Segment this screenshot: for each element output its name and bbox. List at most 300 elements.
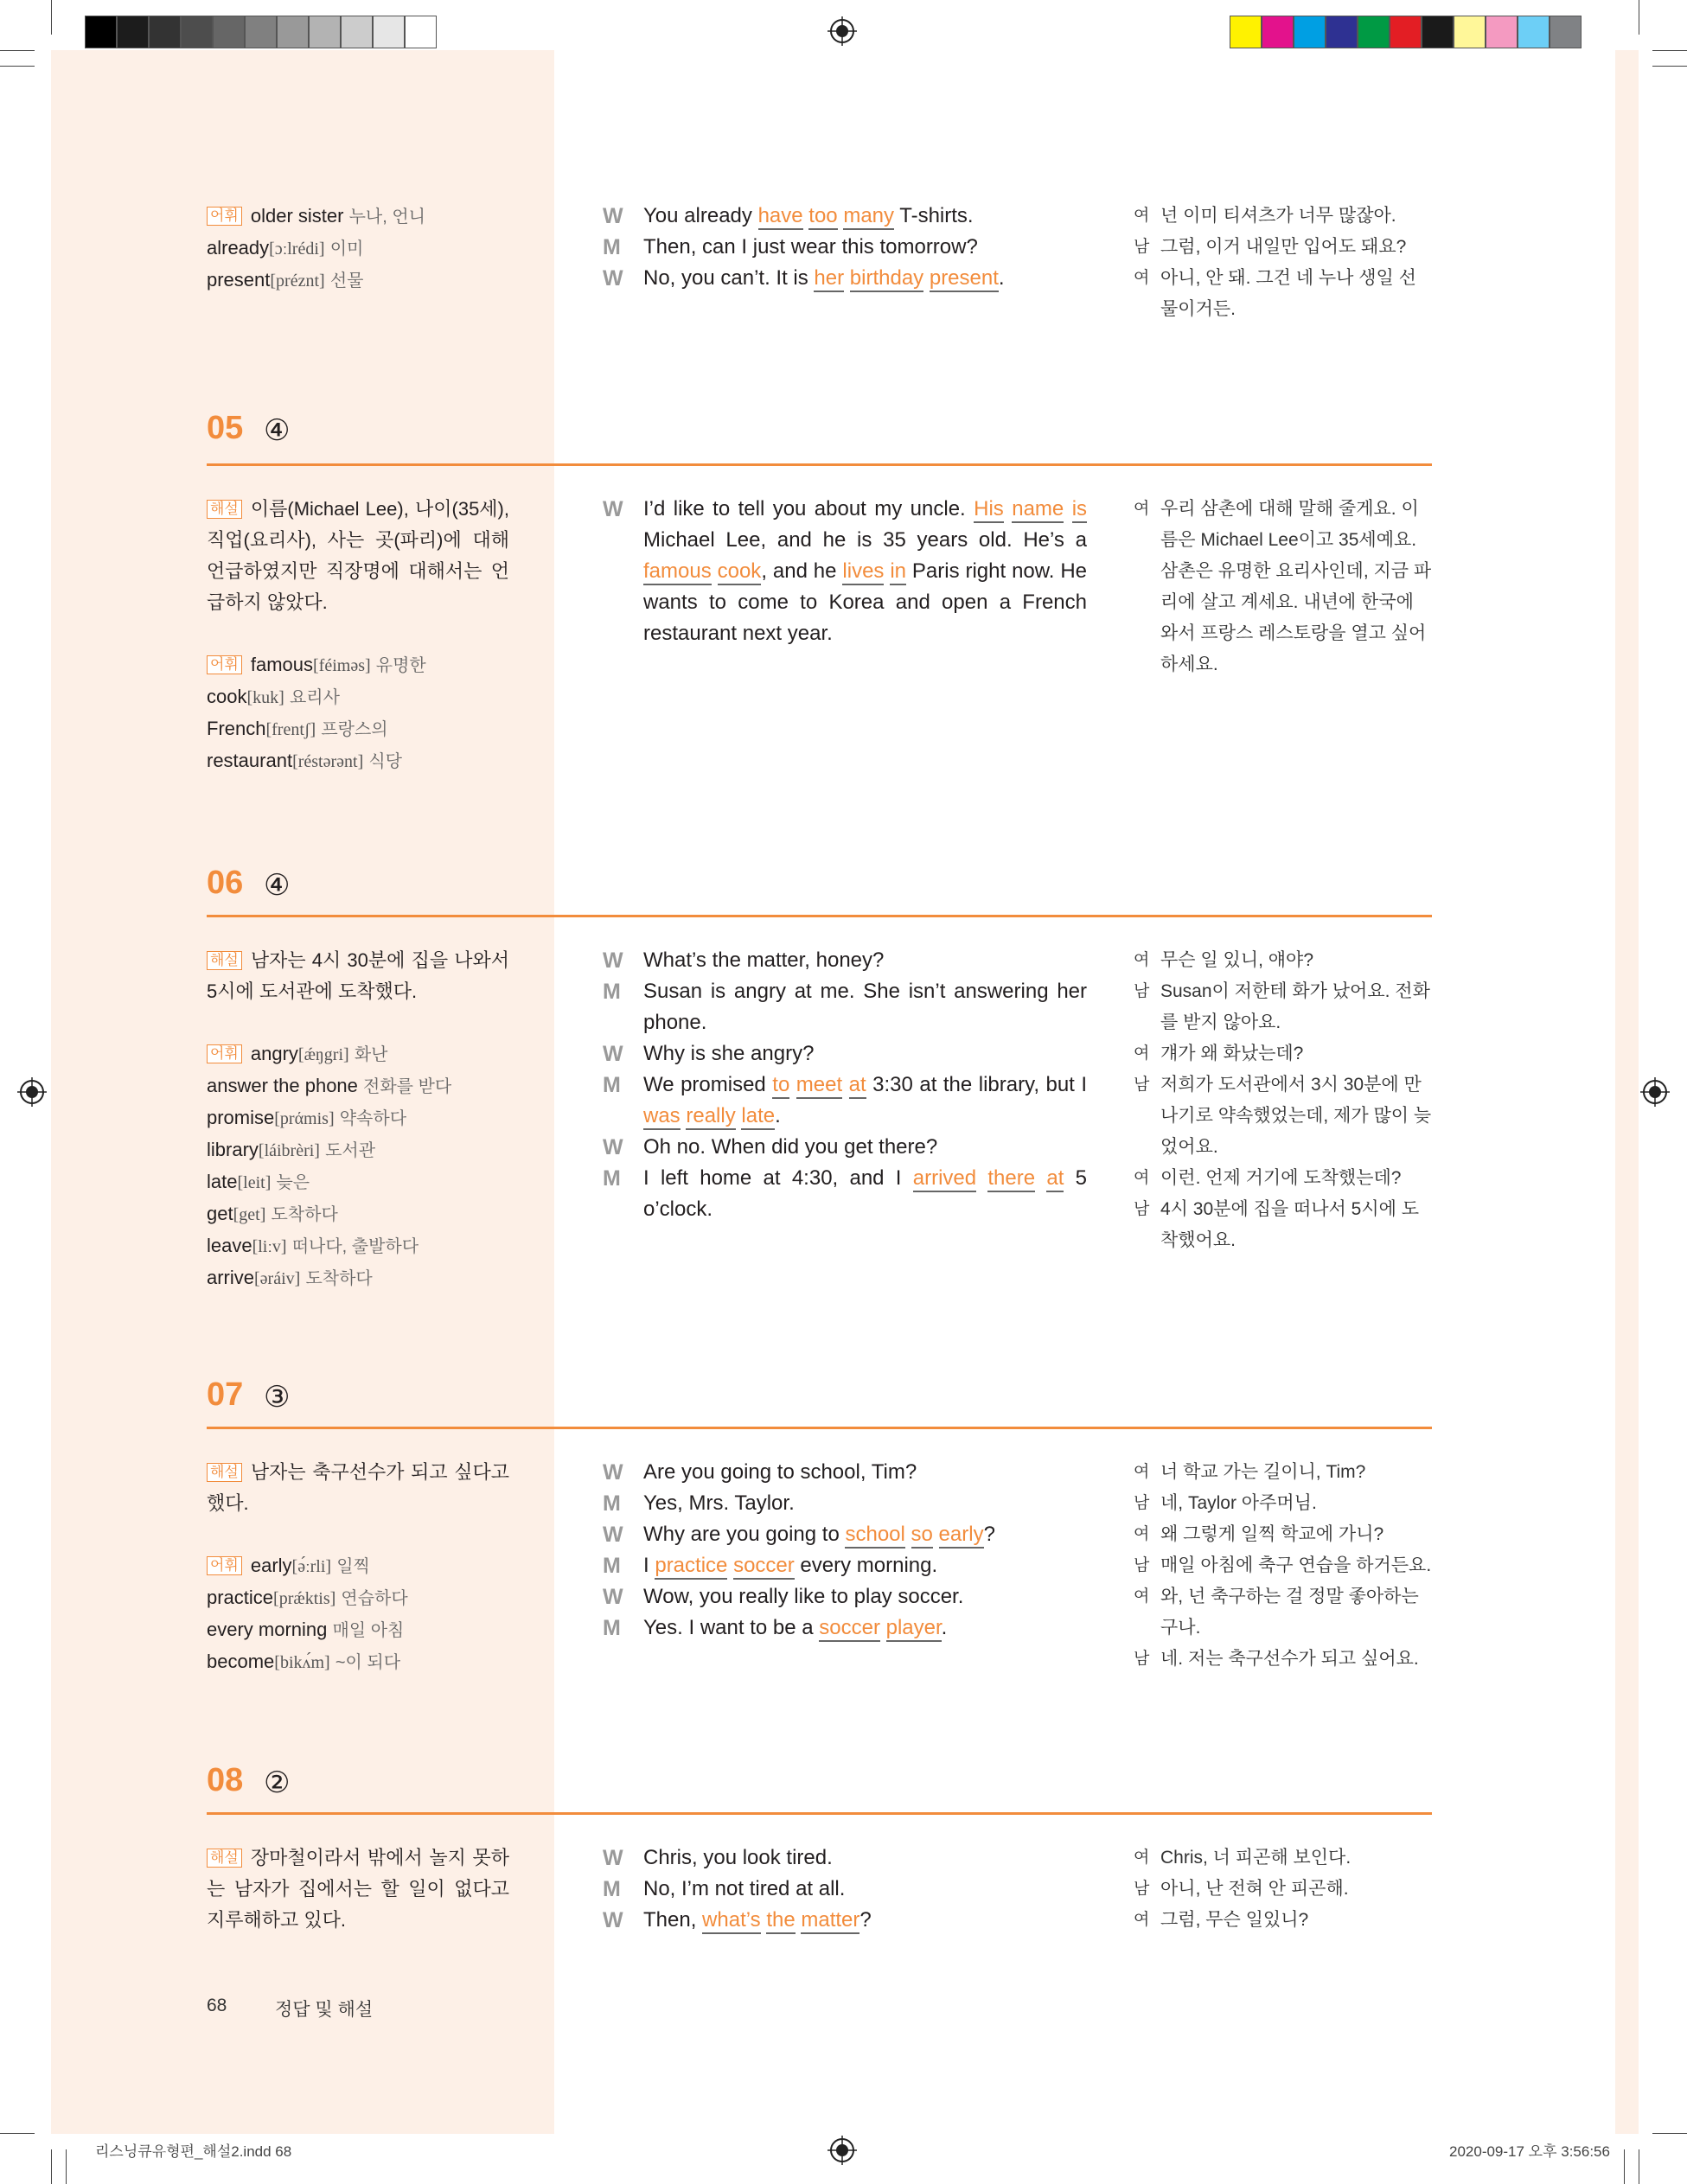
vocab-item [207, 233, 509, 265]
translation-speaker: 여 [1134, 1463, 1150, 1481]
answer-blank: birthday [850, 266, 923, 292]
dialog-text [844, 266, 850, 290]
section-divider [207, 463, 1432, 466]
explanation-body: 남자는 4시 30분에 집을 나와서 5시에 도서관에 도착했다. [207, 949, 509, 1002]
dialog-line [603, 1519, 1087, 1550]
note-block [207, 1457, 509, 1519]
dialog-text: What’s the matter, honey? [643, 948, 885, 972]
vocab-item [207, 1646, 509, 1678]
translation-line [1134, 1550, 1434, 1581]
dialog-line [603, 1550, 1087, 1581]
translation-speaker: 여 [1134, 207, 1150, 225]
vocab-item [207, 1198, 509, 1230]
vocab-word: angry [250, 1043, 298, 1064]
korean-translation [1134, 494, 1434, 680]
vocab-word: answer the phone [207, 1075, 358, 1096]
vocab-phonetic: [liːv] [252, 1237, 287, 1256]
dialog-text [1004, 497, 1012, 520]
dialog-line [603, 976, 1087, 1038]
dialog-line [603, 1874, 1087, 1905]
translation-line [1134, 1163, 1434, 1194]
dialog-text: Why is she angry? [643, 1042, 815, 1065]
vocab-word: arrive [207, 1267, 255, 1288]
dialog-line [603, 263, 1087, 294]
answer-blank: is [1072, 497, 1087, 523]
translation-speaker: 남 [1134, 1200, 1150, 1218]
dialog-line [603, 1457, 1087, 1488]
translation-text: 4시 30분에 집을 떠나서 5시에 도착했어요. [1160, 1199, 1420, 1250]
registration-mark-bottom-icon [828, 2136, 857, 2165]
vocab-meaning: 프랑스의 [321, 720, 388, 739]
dialog-line [603, 1842, 1087, 1874]
answer-blank: to [772, 1073, 789, 1099]
korean-translation [1134, 1457, 1434, 1675]
dialog-text: Why are you going to [643, 1523, 846, 1546]
vocab-phonetic: [féiməs] [313, 656, 371, 675]
color-swatch [117, 16, 149, 48]
translation-text: 우리 삼촌에 대해 말해 줄게요. 이름은 Michael Lee이고 35세예요. 삼촌은 유명한 요리사인데, 지금 파리에 살고 계세요. 내년에 한국에 와서 프랑스 레스토랑을 열고 싶어 하세요. [1160, 499, 1432, 674]
dialog-text: I left home at 4:30, and I [643, 1166, 913, 1190]
vocab-phonetic: [frentʃ] [265, 720, 316, 739]
section-number: 06 [207, 865, 244, 901]
vocab-phonetic: [réstərənt] [292, 752, 364, 771]
translation-speaker: 여 [1134, 1587, 1150, 1606]
vocab-item [207, 649, 509, 681]
vocab-item [207, 1070, 509, 1102]
explanation-badge: 해설 [207, 500, 242, 519]
vocab-word: French [207, 718, 266, 739]
translation-text: 무슨 일 있니, 얘야? [1160, 950, 1314, 970]
korean-translation [1134, 201, 1434, 325]
process-color-bar [1230, 16, 1582, 50]
translation-text: 넌 이미 티셔츠가 너무 많잖아. [1160, 206, 1396, 226]
dialog-text: I [643, 1554, 655, 1577]
speaker-label: W [603, 1042, 623, 1066]
dialog-text: Yes. I want to be a [643, 1616, 820, 1639]
note-block [207, 201, 509, 297]
explanation-badge: 해설 [207, 951, 242, 970]
translation-text: 아니, 안 돼. 그건 네 누나 생일 선물이거든. [1160, 268, 1416, 319]
note-block [207, 1038, 509, 1294]
vocab-meaning: 도착하다 [271, 1205, 338, 1224]
registration-mark-top-icon [828, 16, 857, 46]
translation-line [1134, 1070, 1434, 1163]
vocab-meaning: 약속하다 [339, 1109, 407, 1128]
vocab-word: cook [207, 686, 247, 707]
vocab-meaning: 전화를 받다 [363, 1077, 452, 1096]
dialog-text: Are you going to school, Tim? [643, 1460, 917, 1484]
translation-line [1134, 1874, 1434, 1905]
translation-speaker: 남 [1134, 982, 1150, 1000]
vocab-phonetic: [get] [233, 1205, 266, 1224]
vocab-meaning: 요리사 [289, 688, 340, 707]
translation-text: 매일 아침에 축구 연습을 하거든요. [1160, 1555, 1432, 1575]
crop-mark [1652, 50, 1687, 51]
vocab-word: leave [207, 1235, 252, 1256]
translation-text: 왜 그렇게 일찍 학교에 가니? [1160, 1524, 1384, 1544]
dialog-line [603, 1488, 1087, 1519]
vocab-meaning: 도서관 [325, 1141, 376, 1160]
dialog-text [880, 1616, 886, 1639]
dialog-text [712, 559, 718, 583]
answer-blank: school [845, 1523, 904, 1549]
answer-blank: soccer [819, 1616, 880, 1642]
translation-speaker: 여 [1134, 269, 1150, 287]
translation-text: Susan이 저한테 화가 났어요. 전화를 받지 않아요. [1160, 981, 1430, 1032]
vocab-meaning: 도착하다 [305, 1269, 373, 1288]
translation-text: 저희가 도서관에서 3시 30분에 만나기로 약속했었는데, 제가 많이 늦었어요. [1160, 1075, 1432, 1157]
dialog-text: every morning. [794, 1554, 938, 1577]
registration-mark-left-icon [17, 1077, 47, 1107]
notes-column [207, 201, 509, 297]
explanation-body: 이름(Michael Lee), 나이(35세), 직업(요리사), 사는 곳(파리)에 대해 언급하였지만 직장명에 대해서는 언급하지 않았다. [207, 498, 509, 613]
section-number: 07 [207, 1376, 244, 1413]
translation-speaker: 남 [1134, 1556, 1150, 1574]
translation-text: 네. 저는 축구선수가 되고 싶어요. [1160, 1649, 1419, 1669]
translation-line [1134, 1519, 1434, 1550]
translation-speaker: 여 [1134, 1911, 1150, 1929]
notes-column [207, 1842, 509, 1936]
translation-line [1134, 976, 1434, 1038]
explanation-text [207, 1457, 509, 1519]
vocab-item [207, 201, 509, 233]
answer-blank: so [911, 1523, 933, 1549]
dialog-text [789, 1073, 796, 1096]
crop-mark [0, 50, 35, 51]
note-block [207, 494, 509, 618]
translation-line [1134, 1905, 1434, 1936]
dialog-text: Chris, you look tired. [643, 1846, 833, 1869]
print-file-info: 리스닝큐유형편_해설2.indd 68 [95, 2143, 292, 2160]
answer-blank: practice [655, 1554, 727, 1580]
explanation-body: 장마철이라서 밖에서 놀지 못하는 남자가 집에서는 할 일이 없다고 지루해하고 있다. [207, 1847, 509, 1931]
vocab-phonetic: [əráiv] [254, 1269, 301, 1288]
dialog-text: 3:30 at the library, but I [866, 1073, 1088, 1096]
color-swatch [1454, 16, 1486, 48]
vocab-item [207, 745, 509, 777]
section-divider [207, 915, 1432, 917]
color-swatch [1326, 16, 1358, 48]
translation-line [1134, 201, 1434, 232]
english-dialog [603, 201, 1087, 294]
vocab-phonetic: [ǽŋgri] [297, 1045, 349, 1064]
translation-speaker: 남 [1134, 1880, 1150, 1898]
crop-mark [66, 2149, 67, 2184]
color-swatch [1230, 16, 1262, 48]
translation-line [1134, 1194, 1434, 1256]
translation-line [1134, 263, 1434, 325]
vocab-word: library [207, 1139, 259, 1160]
speaker-label: W [603, 497, 623, 521]
translation-speaker: 남 [1134, 1494, 1150, 1512]
speaker-label: W [603, 948, 623, 973]
vocab-word: become [207, 1651, 275, 1672]
translation-text: 네, Taylor 아주머님. [1160, 1493, 1317, 1513]
speaker-label: M [603, 1554, 621, 1578]
english-dialog [603, 1842, 1087, 1936]
dialog-text: No, I’m not tired at all. [643, 1877, 846, 1900]
speaker-label: W [603, 266, 623, 291]
translation-line [1134, 1457, 1434, 1488]
translation-speaker: 남 [1134, 1650, 1150, 1668]
answer-blank: in [890, 559, 906, 585]
dialog-text: Then, can I just wear this tomorrow? [643, 235, 978, 259]
translation-text: 너 학교 가는 길이니, Tim? [1160, 1462, 1366, 1482]
note-block [207, 1550, 509, 1678]
answer-blank: what’s [702, 1908, 761, 1934]
vocab-badge: 어휘 [207, 1044, 242, 1063]
korean-translation [1134, 1842, 1434, 1936]
color-swatch [1262, 16, 1294, 48]
dialog-line [603, 232, 1087, 263]
translation-line [1134, 945, 1434, 976]
vocab-item [207, 1102, 509, 1134]
dialog-line [603, 1132, 1087, 1163]
crop-mark [0, 66, 35, 67]
translation-text: 그럼, 이거 내일만 입어도 돼요? [1160, 237, 1407, 257]
dialog-text: Susan is angry at me. She isn’t answering her phone. [643, 980, 1087, 1034]
speaker-label: W [603, 1846, 623, 1870]
section-number: 05 [207, 410, 244, 446]
crop-mark [1652, 2133, 1687, 2134]
vocab-meaning: 일찍 [336, 1557, 370, 1576]
dialog-text: ? [859, 1908, 872, 1932]
vocab-meaning: 이미 [329, 239, 364, 259]
speaker-label: M [603, 1616, 621, 1640]
vocab-meaning: ~이 되다 [335, 1653, 401, 1672]
vocab-meaning: 화난 [354, 1045, 388, 1064]
answer-blank: arrived [913, 1166, 976, 1192]
vocab-phonetic: [láibrèri] [258, 1141, 320, 1160]
dialog-text: , and he [761, 559, 843, 583]
dialog-text: Michael Lee, and he is 35 years old. He’s a [643, 528, 1087, 552]
answer-blank: her [814, 266, 844, 292]
translation-speaker: 남 [1134, 238, 1150, 256]
print-date-info: 2020-09-17 오후 3:56:56 [1449, 2143, 1610, 2160]
vocab-item [207, 1166, 509, 1198]
dialog-text: Yes, Mrs. Taylor. [643, 1491, 795, 1515]
footer-title: 정답 및 해설 [275, 2000, 374, 2020]
dialog-line [603, 494, 1087, 649]
answer-blank: famous [643, 559, 712, 585]
section-answer: ④ [264, 414, 291, 447]
speaker-label: M [603, 1166, 621, 1191]
answer-blank: early [939, 1523, 984, 1549]
notes-column [207, 945, 509, 1294]
page-number: 68 [207, 1996, 227, 2015]
vocab-item [207, 1262, 509, 1294]
answer-blank: present [930, 266, 999, 292]
vocab-meaning: 식당 [368, 752, 402, 771]
english-dialog [603, 1457, 1087, 1644]
vocab-item [207, 1614, 509, 1646]
speaker-label: W [603, 1523, 623, 1547]
color-swatch [245, 16, 277, 48]
korean-translation [1134, 945, 1434, 1256]
dialog-text: Paris right now. He wants to come to Korea and open a French restaurant next year. [643, 559, 1088, 645]
dialog-text: . [998, 266, 1005, 290]
dialog-line [603, 1612, 1087, 1644]
speaker-label: W [603, 1460, 623, 1485]
dialog-line [603, 1905, 1087, 1936]
explanation-text [207, 945, 509, 1007]
vocab-meaning: 연습하다 [341, 1589, 408, 1608]
vocab-item [207, 1550, 509, 1582]
vocab-word: get [207, 1203, 233, 1224]
notes-column [207, 1457, 509, 1678]
dialog-text [933, 1523, 939, 1546]
section-answer: ④ [264, 869, 291, 902]
translation-line [1134, 494, 1434, 680]
speaker-label: W [603, 204, 623, 228]
speaker-label: W [603, 1585, 623, 1609]
color-swatch [1486, 16, 1518, 48]
section-number: 08 [207, 1762, 244, 1798]
dialog-text: T-shirts. [894, 204, 974, 227]
translation-line [1134, 1842, 1434, 1874]
dialog-text: 5 o’clock. [643, 1166, 1088, 1221]
dialog-line [603, 1070, 1087, 1132]
vocab-badge: 어휘 [207, 655, 242, 674]
color-swatch [149, 16, 181, 48]
color-swatch [181, 16, 213, 48]
registration-mark-right-icon [1640, 1077, 1670, 1107]
explanation-text [207, 494, 509, 618]
dialog-text [1035, 1166, 1046, 1190]
vocab-meaning: 늦은 [276, 1173, 310, 1192]
answer-blank: was [643, 1104, 681, 1130]
dialog-text [905, 1523, 911, 1546]
section-divider [207, 1427, 1432, 1429]
vocab-word: already [207, 237, 270, 259]
answer-blank: at [1046, 1166, 1064, 1192]
translation-line [1134, 1488, 1434, 1519]
dialog-line [603, 1038, 1087, 1070]
vocab-meaning: 매일 아침 [332, 1621, 405, 1640]
dialog-text: . [775, 1104, 781, 1127]
answer-blank: cook [718, 559, 762, 585]
section-answer: ② [264, 1766, 291, 1799]
answer-blank: at [849, 1073, 866, 1099]
explanation-badge: 해설 [207, 1849, 242, 1868]
dialog-text: I’d like to tell you about my uncle. [643, 497, 974, 520]
speaker-label: M [603, 235, 621, 259]
translation-speaker: 여 [1134, 1169, 1150, 1187]
vocab-meaning: 떠나다, 출발하다 [291, 1237, 419, 1256]
vocab-phonetic: [bikʌ́m] [274, 1653, 330, 1672]
explanation-text [207, 1842, 509, 1936]
dialog-text: Then, [643, 1908, 703, 1932]
crop-mark [0, 2133, 35, 2134]
vocab-word: famous [250, 654, 314, 675]
color-swatch [1550, 16, 1582, 48]
dialog-text: Oh no. When did you get there? [643, 1135, 938, 1159]
speaker-label: M [603, 1877, 621, 1901]
vocab-item [207, 713, 509, 745]
vocab-meaning: 유명한 [375, 656, 426, 675]
vocab-item [207, 1134, 509, 1166]
dialog-text: We promised [643, 1073, 773, 1096]
translation-speaker: 여 [1134, 1044, 1150, 1063]
vocab-word: restaurant [207, 750, 293, 771]
vocab-phonetic: [leit] [237, 1173, 272, 1192]
answer-blank: the [766, 1908, 795, 1934]
vocab-word: present [207, 269, 271, 291]
vocab-word: late [207, 1171, 238, 1192]
answer-blank: matter [801, 1908, 859, 1934]
dialog-text: No, you can’t. It is [643, 266, 815, 290]
translation-speaker: 여 [1134, 1525, 1150, 1543]
translation-speaker: 여 [1134, 1849, 1150, 1867]
translation-text: 아니, 난 전혀 안 피곤해. [1160, 1879, 1349, 1899]
dialog-line [603, 1163, 1087, 1225]
right-edge-background [1615, 50, 1639, 2134]
color-swatch [85, 16, 117, 48]
answer-blank: name [1012, 497, 1064, 523]
english-dialog [603, 494, 1087, 649]
translation-text: Chris, 너 피곤해 보인다. [1160, 1848, 1352, 1868]
vocab-badge: 어휘 [207, 207, 242, 226]
color-swatch [341, 16, 373, 48]
color-swatch [1518, 16, 1550, 48]
note-block [207, 1842, 509, 1936]
dialog-text [923, 266, 930, 290]
vocab-item [207, 681, 509, 713]
dialog-line [603, 201, 1087, 232]
answer-blank: meet [796, 1073, 842, 1099]
translation-text: 와, 넌 축구하는 걸 정말 좋아하는구나. [1160, 1587, 1419, 1638]
dialog-text [976, 1166, 987, 1190]
answer-blank: late [741, 1104, 775, 1130]
section-answer: ③ [264, 1381, 291, 1414]
vocab-item [207, 1582, 509, 1614]
dialog-line [603, 945, 1087, 976]
color-swatch [277, 16, 309, 48]
vocab-meaning: 선물 [329, 271, 364, 291]
vocab-phonetic: [kuk] [246, 688, 284, 707]
english-dialog [603, 945, 1087, 1225]
translation-line [1134, 1581, 1434, 1644]
translation-speaker: 여 [1134, 500, 1150, 518]
vocab-word: practice [207, 1587, 274, 1608]
explanation-badge: 해설 [207, 1463, 242, 1482]
speaker-label: W [603, 1135, 623, 1159]
color-swatch [1294, 16, 1326, 48]
vocab-phonetic: [préznt] [270, 271, 325, 291]
vocab-item [207, 265, 509, 297]
section-divider [207, 1812, 1432, 1815]
answer-blank: there [987, 1166, 1035, 1192]
explanation-body: 남자는 축구선수가 되고 싶다고 했다. [207, 1461, 509, 1514]
speaker-label: M [603, 1073, 621, 1097]
vocab-phonetic: [ɔːlrédi] [269, 239, 325, 259]
vocab-word: promise [207, 1107, 275, 1128]
dialog-text: You already [643, 204, 758, 227]
answer-blank: lives [842, 559, 884, 585]
crop-mark [1652, 66, 1687, 67]
color-swatch [373, 16, 405, 48]
translation-speaker: 여 [1134, 951, 1150, 969]
dialog-text [842, 1073, 849, 1096]
vocab-item [207, 1230, 509, 1262]
translation-speaker: 남 [1134, 1076, 1150, 1094]
answer-blank: soccer [733, 1554, 795, 1580]
answer-blank: player [886, 1616, 942, 1642]
color-swatch [309, 16, 341, 48]
vocab-phonetic: [prǽktis] [273, 1589, 336, 1608]
note-block [207, 945, 509, 1007]
crop-mark [1624, 2149, 1625, 2184]
